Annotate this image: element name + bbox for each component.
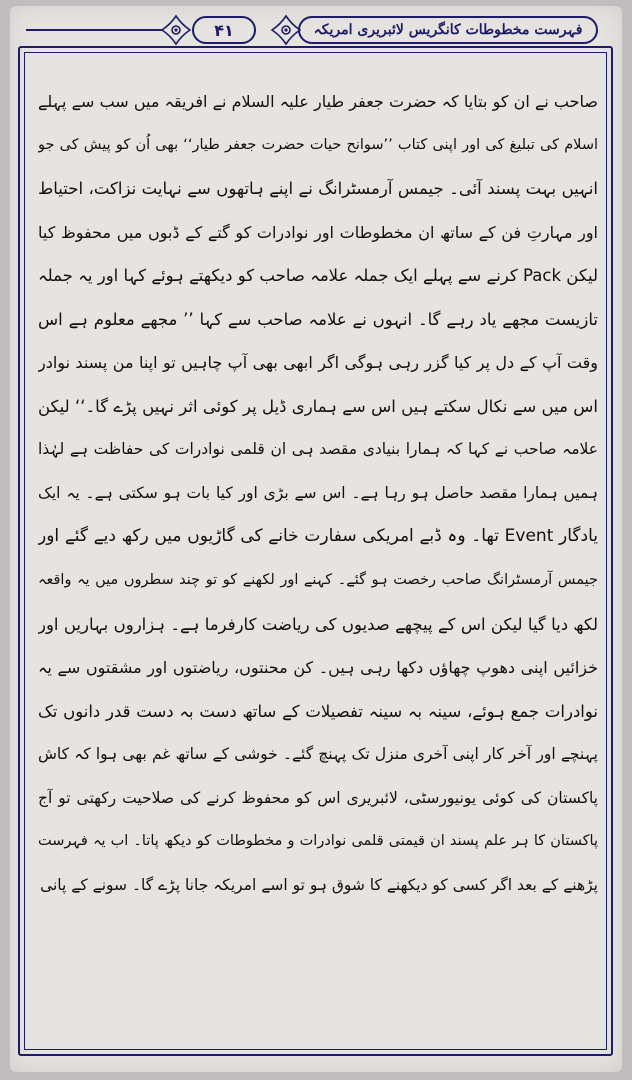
text-line: پاکستان کا ہر علم پسند ان قیمتی قلمی نوادرات و مخطوطات کو دیکھ پاتا۔ اب یہ فہرست [38,833,598,850]
text-line: پاکستان کی کوئی یونیورسٹی، لائبریری اس کو محفوظ کرنے کی صلاحیت رکھتی تو آج [38,788,598,807]
text-line: علامہ صاحب نے کہا کہ ہمارا بنیادی مقصد ہی ان قلمی نوادرات کی حفاظت ہے لہٰذا [38,440,598,459]
text-line: اسلام کی تبلیغ کی اور اپنی کتاب ’’سوانح حیات حضرت جعفر طیار‘‘ بھی اُن کو پیش کی جو [38,136,598,153]
body-text [38,80,598,907]
text-line: انہیں بہت پسند آئی۔ جیمس آرمسٹرانگ نے اپنے ہاتھوں سے نہایت نزاکت، احتیاط [38,179,598,199]
text-line: پہنچے اور آخر کار اپنی آخری منزل تک پہنچ گئے۔ خوشی کے ساتھ غم بھی ہوا کہ کاش [38,745,598,764]
text-line: اور مہارتِ فن کے ساتھ ان مخطوطات اور نوادرات کو گتے کے ڈبوں میں محفوظ کیا [38,222,598,242]
text-line: جیمس آرمسٹرانگ صاحب رخصت ہو گئے۔ کہنے اور لکھنے کو تو چند سطروں میں یہ واقعہ [38,572,598,589]
header-rule-left [26,29,162,31]
book-page [10,6,622,1072]
text-line: لکھ دیا گیا لیکن اس کے پیچھے صدیوں کی ریاضت کارفرما ہے۔ ہزاروں بہاریں اور [38,614,598,634]
floral-ornament-icon [160,14,192,46]
text-line: لیکن Pack کرنے سے پہلے ایک جملہ علامہ صاحب کو دیکھتے ہوئے کہا اور یہ جملہ [38,266,598,286]
page-number: ۴۱ [192,16,256,44]
text-line: اس میں سے نکال سکتے ہیں اس سے ہماری ڈیل پر کوئی اثر نہیں پڑے گا۔‘‘ لیکن [38,396,598,416]
text-line: یادگار Event تھا۔ وہ ڈبے امریکی سفارت خانے کی گاڑیوں میں رکھ دیے گئے اور [38,526,598,547]
text-line: وقت آپ کے دل پر کیا گزر رہی ہوگی اگر ابھی بھی آپ چاہیں تو اپنا من پسند نوادر [38,353,598,373]
text-line: ہمیں ہمارا مقصد حاصل ہو رہا ہے۔ اس سے بڑی اور کیا بات ہو سکتی ہے۔ یہ ایک [38,483,598,502]
text-line: صاحب نے ان کو بتایا کہ حضرت جعفر طیار علیہ السلام نے افریقہ میں سب سے پہلے [38,92,598,111]
text-line: خزائیں اپنی دھوپ چھاؤں دکھا رہی ہیں۔ کن محنتوں، ریاضتوں اور مشقتوں سے یہ [38,658,598,678]
running-title: فہرست مخطوطات کانگریس لائبریری امریکہ [298,16,598,44]
page-header [20,12,612,48]
text-line: پڑھنے کے بعد اگر کسی کو دیکھنے کا شوق ہو تو اسے امریکہ جانا پڑے گا۔ سونے کے پانی [40,875,598,894]
text-line: نوادرات جمع ہوئے، سینہ بہ سینہ تفصیلات کے ساتھ دست بہ دست قدر دانوں تک [38,701,598,721]
text-line: تازیست مجھے یاد رہے گا۔ انہوں نے علامہ صاحب سے کہا ’’ مجھے معلوم ہے اس [38,309,598,329]
